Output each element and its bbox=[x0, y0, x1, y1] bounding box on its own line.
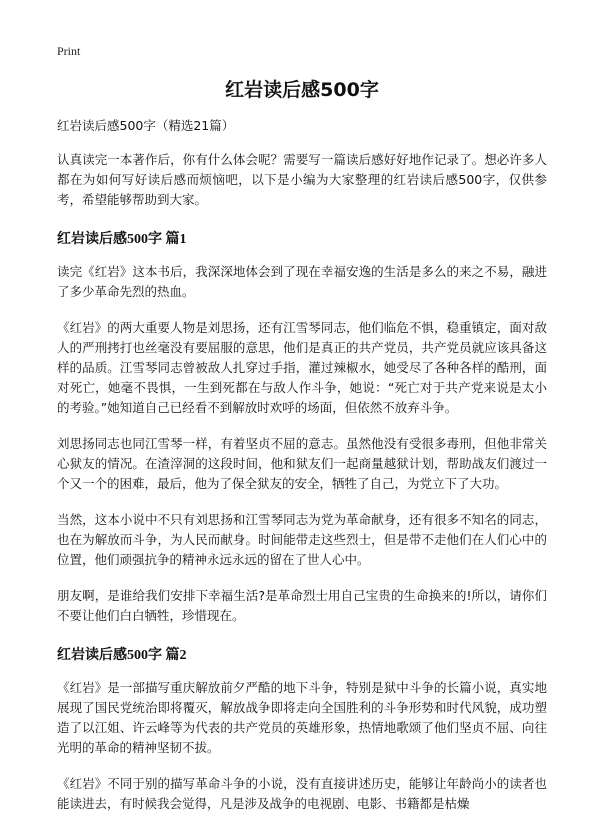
print-link[interactable]: Print bbox=[57, 44, 81, 58]
paragraph: 朋友啊，是谁给我们安排下幸福生活?是革命烈士用自己宝贵的生命换来的!所以，请你们不要让他们白白牺牲，珍惜现在。 bbox=[57, 588, 547, 623]
paragraph: 《红岩》的两大重要人物是刘思扬，还有江雪琴同志，他们临危不惧，稳重镇定，面对敌人的严刑拷打也丝毫没有要屈服的意思，他们是真正的共产党员，共产党员就应该具备这样的品质。江雪琴同志曾被敌人扎穿过手指，灌过辣椒水，她受尽了各种各样的酷刑，面对死亡，她毫不畏惧，一生到死都在与敌人作斗争，她说：“死亡对于共产党来说是太小的考验。”她知道自己已经看不到解放时欢呼的场面，但依然不放弃斗争。 bbox=[57, 320, 547, 415]
article bbox=[57, 76, 547, 814]
section-heading-1: 红岩读后感500字 篇1 bbox=[57, 232, 187, 247]
paragraph: 刘思扬同志也同江雪琴一样，有着坚贞不屈的意志。虽然他没有受很多毒刑，但他非常关心狱友的情况。在渣滓洞的这段时间，他和狱友们一起商量越狱计划，帮助战友们渡过一个又一个的困难，最后，他为了保全狱友的安全，牺牲了自己，为党立下了大功。 bbox=[57, 436, 547, 491]
intro-paragraph: 认真读完一本著作后，你有什么体会呢？需要写一篇读后感好好地作记录了。想必许多人都在为如何写好读后感而烦恼吧，以下是小编为大家整理的红岩读后感500字，仅供参考，希望能够帮助到大家。 bbox=[57, 152, 547, 207]
paragraph: 当然，这本小说中不只有刘思扬和江雪琴同志为党为革命献身，还有很多不知名的同志，也在为解放而斗争，为人民而献身。时间能带走这些烈士，但是带不走他们在人们心中的位置，他们顽强抗争的精神永远永远的留在了世人心中。 bbox=[57, 512, 547, 567]
page-title: 红岩读后感500字 bbox=[225, 79, 379, 101]
paragraph: 读完《红岩》这本书后，我深深地体会到了现在幸福安逸的生活是多么的来之不易，融进了多少革命先烈的热血。 bbox=[57, 264, 547, 299]
section-heading-2: 红岩读后感500字 篇2 bbox=[57, 648, 187, 663]
article-subtitle: 红岩读后感500字（精选21篇） bbox=[57, 118, 235, 133]
paragraph: 《红岩》是一部描写重庆解放前夕严酷的地下斗争，特别是狱中斗争的长篇小说，真实地展现了国民党统治即将覆灭，解放战争即将走向全国胜利的斗争形势和时代风貌，成功塑造了以江姐、许云峰等为代表的共产党员的英雄形象，热情地歌颂了他们坚贞不屈、向往光明的革命的精神坚韧不拔。 bbox=[57, 680, 547, 755]
paragraph: 《红岩》不同于别的描写革命斗争的小说，没有直接讲述历史，能够让年龄尚小的读者也能读进去，有时候我会觉得，凡是涉及战争的电视剧、电影、书籍都是枯燥 bbox=[57, 776, 547, 811]
